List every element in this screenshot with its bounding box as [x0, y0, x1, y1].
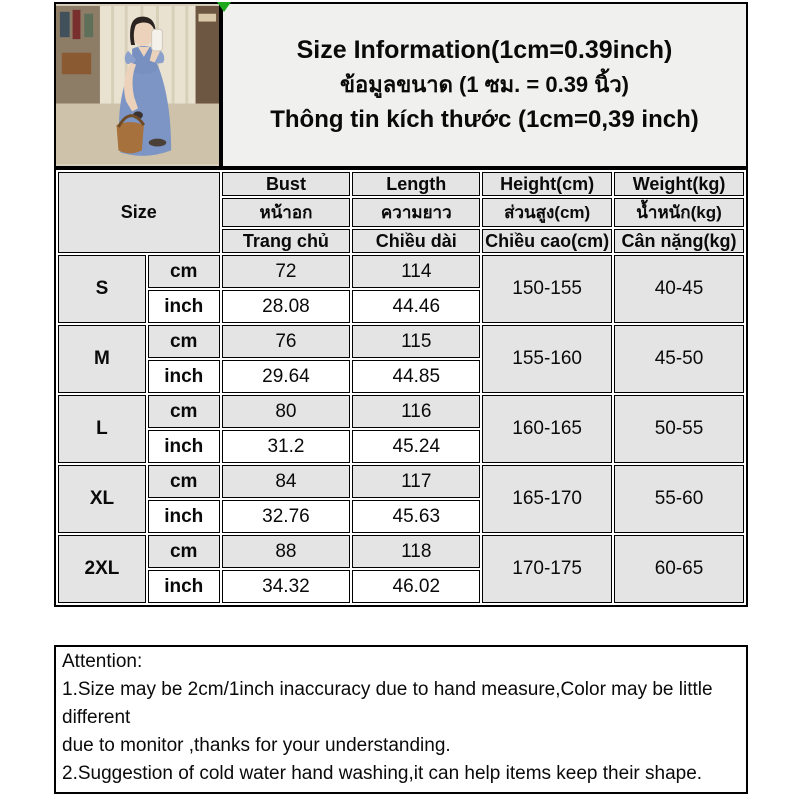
length-cm-s: 114 [352, 255, 480, 288]
bust-cm-m: 76 [222, 325, 351, 358]
header-row-english [58, 172, 744, 196]
length-cm-2xl: 118 [352, 535, 480, 568]
table-row-l-cm [58, 395, 744, 428]
header-weight-en: Weight(kg) [614, 172, 744, 196]
header-height-vi: Chiều cao(cm) [482, 229, 612, 253]
title-thai: ข้อมูลขนาด (1 ซม. = 0.39 นิ้ว) [339, 72, 629, 97]
header-weight-vi: Cân nặng(kg) [614, 229, 744, 253]
product-photo-illustration [56, 4, 219, 166]
bust-cm-2xl: 88 [222, 535, 351, 568]
attention-notes [54, 645, 748, 794]
length-inch-m: 44.85 [352, 360, 480, 393]
bust-inch-s: 28.08 [222, 290, 351, 323]
length-cm-xl: 117 [352, 465, 480, 498]
unit-inch: inch [148, 360, 220, 393]
table-row-xl-cm [58, 465, 744, 498]
weight-l: 50-55 [614, 395, 744, 463]
attention-line-2: due to monitor ,thanks for your understanding. [62, 735, 451, 756]
unit-cm: cm [148, 255, 220, 288]
table-row-s-cm [58, 255, 744, 288]
product-photo [54, 2, 221, 168]
height-xl: 165-170 [482, 465, 612, 533]
unit-cm: cm [148, 465, 220, 498]
size-label-s: S [58, 255, 146, 323]
header-weight-th: น้ำหนัก(kg) [614, 198, 744, 227]
header-height-th: ส่วนสูง(cm) [482, 198, 612, 227]
size-label-2xl: 2XL [58, 535, 146, 603]
photo-hanging-clothes-2 [73, 10, 81, 39]
green-corner-marker [217, 2, 231, 12]
attention-line-3: 2.Suggestion of cold water hand washing,it can help items keep their shape. [62, 763, 703, 784]
title-vietnamese: Thông tin kích thước (1cm=0,39 inch) [270, 106, 699, 133]
length-cm-l: 116 [352, 395, 480, 428]
unit-inch: inch [148, 500, 220, 533]
size-label-xl: XL [58, 465, 146, 533]
unit-cm: cm [148, 325, 220, 358]
header-length-vi: Chiều dài [352, 229, 480, 253]
unit-inch: inch [148, 290, 220, 323]
header-length-en: Length [352, 172, 480, 196]
bust-inch-xl: 32.76 [222, 500, 351, 533]
photo-shelf-item [199, 14, 217, 22]
size-header-cell: Size [58, 172, 220, 253]
length-inch-2xl: 46.02 [352, 570, 480, 603]
weight-2xl: 60-65 [614, 535, 744, 603]
attention-line-1: 1.Size may be 2cm/1inch inaccuracy due to hand measure,Color may be little different [62, 679, 713, 728]
photo-side-table [62, 53, 91, 74]
bust-cm-l: 80 [222, 395, 351, 428]
height-s: 150-155 [482, 255, 612, 323]
bust-cm-xl: 84 [222, 465, 351, 498]
header-bust-th: หน้าอก [222, 198, 351, 227]
height-m: 155-160 [482, 325, 612, 393]
photo-sandal [149, 139, 167, 147]
header-height-en: Height(cm) [482, 172, 612, 196]
photo-hanging-clothes-3 [84, 14, 93, 37]
bust-cm-s: 72 [222, 255, 351, 288]
unit-cm: cm [148, 395, 220, 428]
length-inch-s: 44.46 [352, 290, 480, 323]
weight-m: 45-50 [614, 325, 744, 393]
size-information-title-block [221, 2, 748, 168]
height-l: 160-165 [482, 395, 612, 463]
title-english: Size Information(1cm=0.39inch) [296, 36, 673, 64]
bust-inch-2xl: 34.32 [222, 570, 351, 603]
length-cm-m: 115 [352, 325, 480, 358]
header-bust-en: Bust [222, 172, 351, 196]
size-table [54, 168, 748, 607]
attention-title: Attention: [62, 651, 143, 672]
bust-inch-m: 29.64 [222, 360, 351, 393]
bust-inch-l: 31.2 [222, 430, 351, 463]
weight-xl: 55-60 [614, 465, 744, 533]
header-bust-vi: Trang chủ [222, 229, 351, 253]
photo-hanging-clothes [60, 12, 70, 37]
header-length-th: ความยาว [352, 198, 480, 227]
weight-s: 40-45 [614, 255, 744, 323]
height-2xl: 170-175 [482, 535, 612, 603]
unit-cm: cm [148, 535, 220, 568]
photo-bucket-bag [117, 122, 144, 153]
length-inch-xl: 45.63 [352, 500, 480, 533]
unit-inch: inch [148, 430, 220, 463]
size-label-m: M [58, 325, 146, 393]
unit-inch: inch [148, 570, 220, 603]
photo-phone [152, 29, 163, 50]
length-inch-l: 45.24 [352, 430, 480, 463]
table-row-m-cm [58, 325, 744, 358]
table-row-2xl-cm [58, 535, 744, 568]
size-label-l: L [58, 395, 146, 463]
